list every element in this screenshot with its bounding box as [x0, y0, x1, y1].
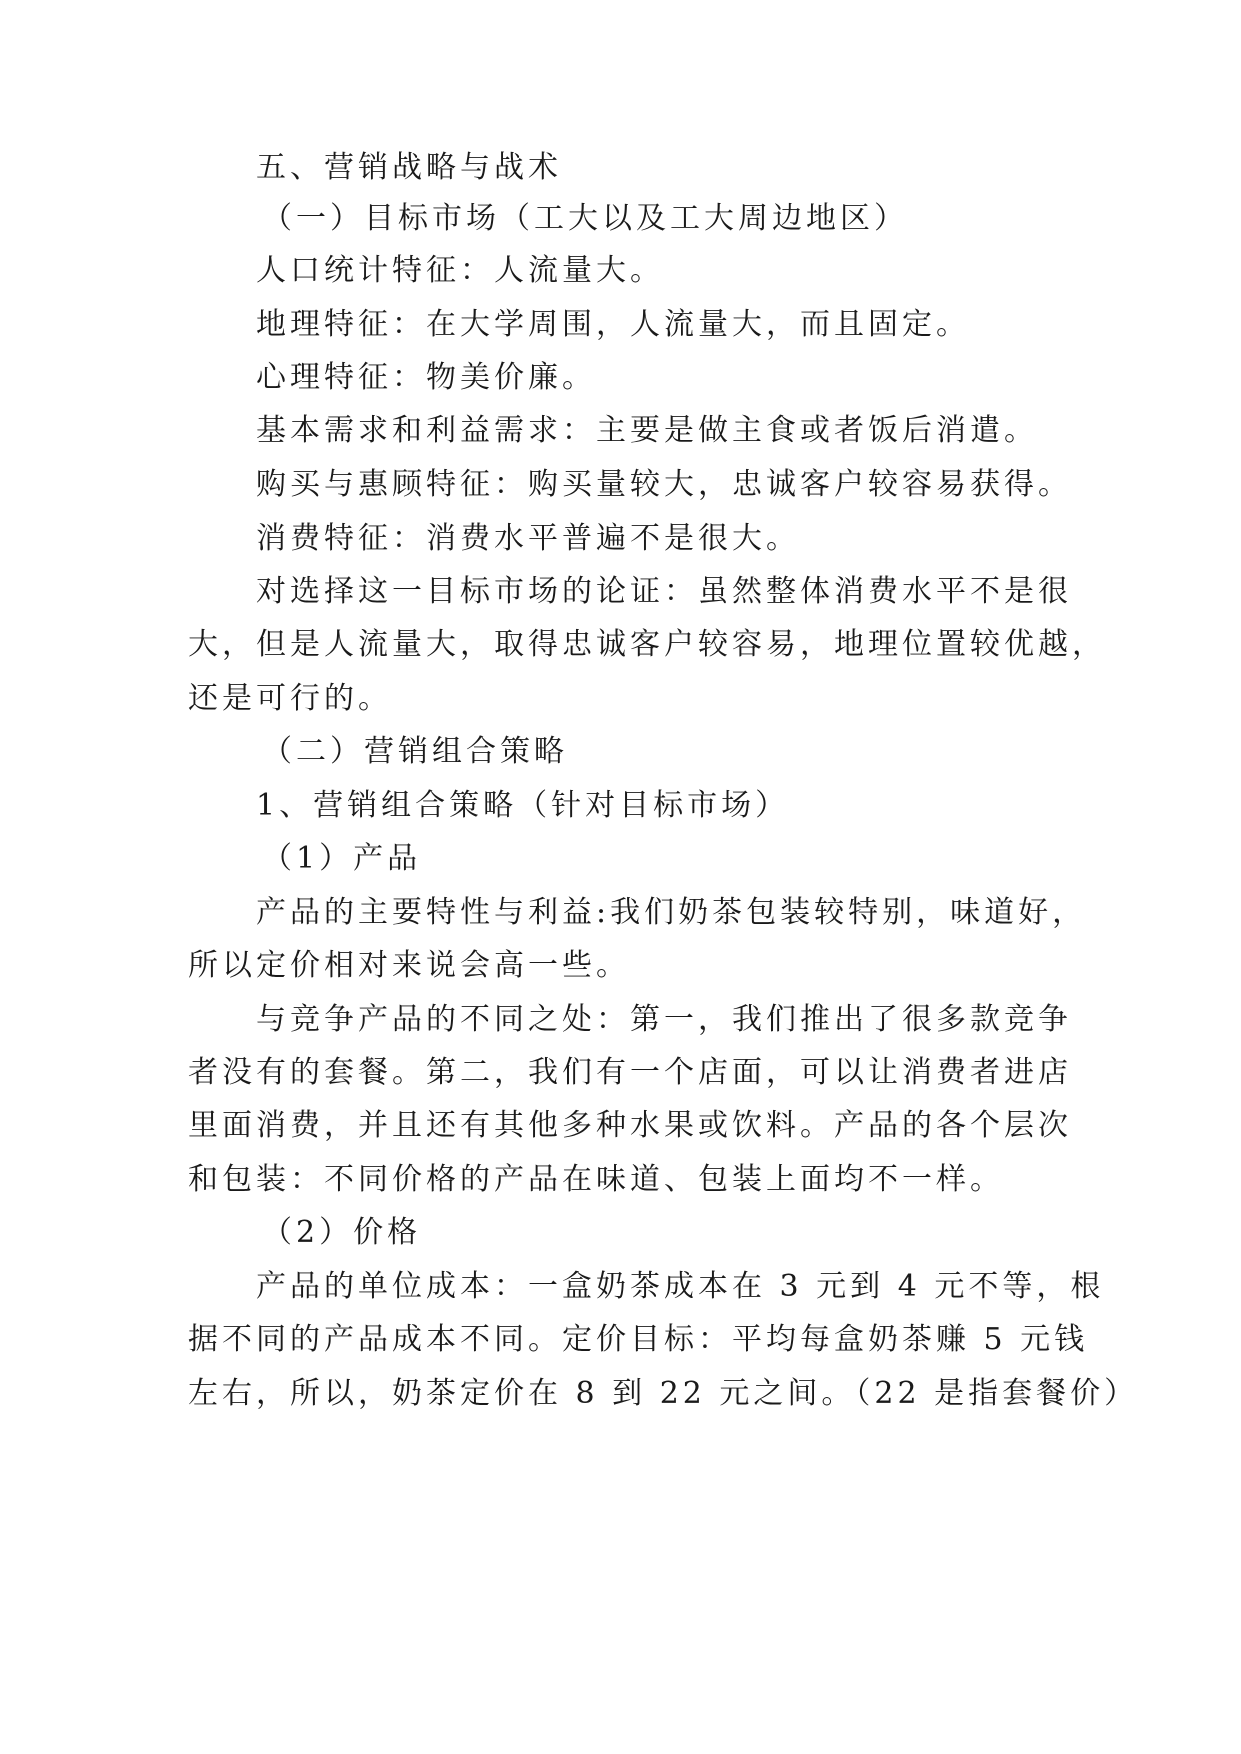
- text-line: 所以定价相对来说会高一些。: [188, 948, 630, 983]
- text-line: 大，但是人流量大，取得忠诚客户较容易，地理位置较优越，: [188, 627, 1106, 662]
- text-line: 产品的主要特性与利益:我们奶茶包装较特别，味道好，: [256, 895, 1087, 930]
- text-line: 地理特征：在大学周围，人流量大，而且固定。: [256, 307, 970, 342]
- text-line: 与竞争产品的不同之处：第一，我们推出了很多款竞争: [256, 1002, 1072, 1037]
- subsection-heading-marketing-mix: （二）营销组合策略: [262, 734, 568, 769]
- text-line: 消费特征：消费水平普遍不是很大。: [256, 521, 800, 556]
- text-line: 产品的单位成本：一盒奶茶成本在 3 元到 4 元不等，根: [256, 1269, 1105, 1304]
- text-line: 还是可行的。: [188, 681, 392, 716]
- text-line: 对选择这一目标市场的论证：虽然整体消费水平不是很: [256, 574, 1072, 609]
- text-line: 者没有的套餐。第二，我们有一个店面，可以让消费者进店: [188, 1055, 1072, 1090]
- text-line: 据不同的产品成本不同。定价目标：平均每盒奶茶赚 5 元钱: [188, 1322, 1089, 1357]
- text-line: 人口统计特征：人流量大。: [256, 253, 664, 288]
- item-subheading-price: （2）价格: [262, 1215, 422, 1250]
- text-line: 和包装：不同价格的产品在味道、包装上面均不一样。: [188, 1162, 1004, 1197]
- subsection-heading-target-market: （一）目标市场（工大以及工大周边地区）: [262, 201, 908, 236]
- section-heading: 五、营销战略与战术: [256, 150, 562, 185]
- text-line: 左右，所以，奶茶定价在 8 到 22 元之间。（22 是指套餐价）: [188, 1376, 1139, 1411]
- text-line: 里面消费，并且还有其他多种水果或饮料。产品的各个层次: [188, 1108, 1072, 1143]
- text-line: 购买与惠顾特征：购买量较大，忠诚客户较容易获得。: [256, 467, 1072, 502]
- text-line: 基本需求和利益需求：主要是做主食或者饭后消遣。: [256, 413, 1038, 448]
- item-heading: 1、营销组合策略（针对目标市场）: [256, 788, 790, 823]
- item-subheading-product: （1）产品: [262, 841, 422, 876]
- text-line: 心理特征：物美价廉。: [256, 360, 596, 395]
